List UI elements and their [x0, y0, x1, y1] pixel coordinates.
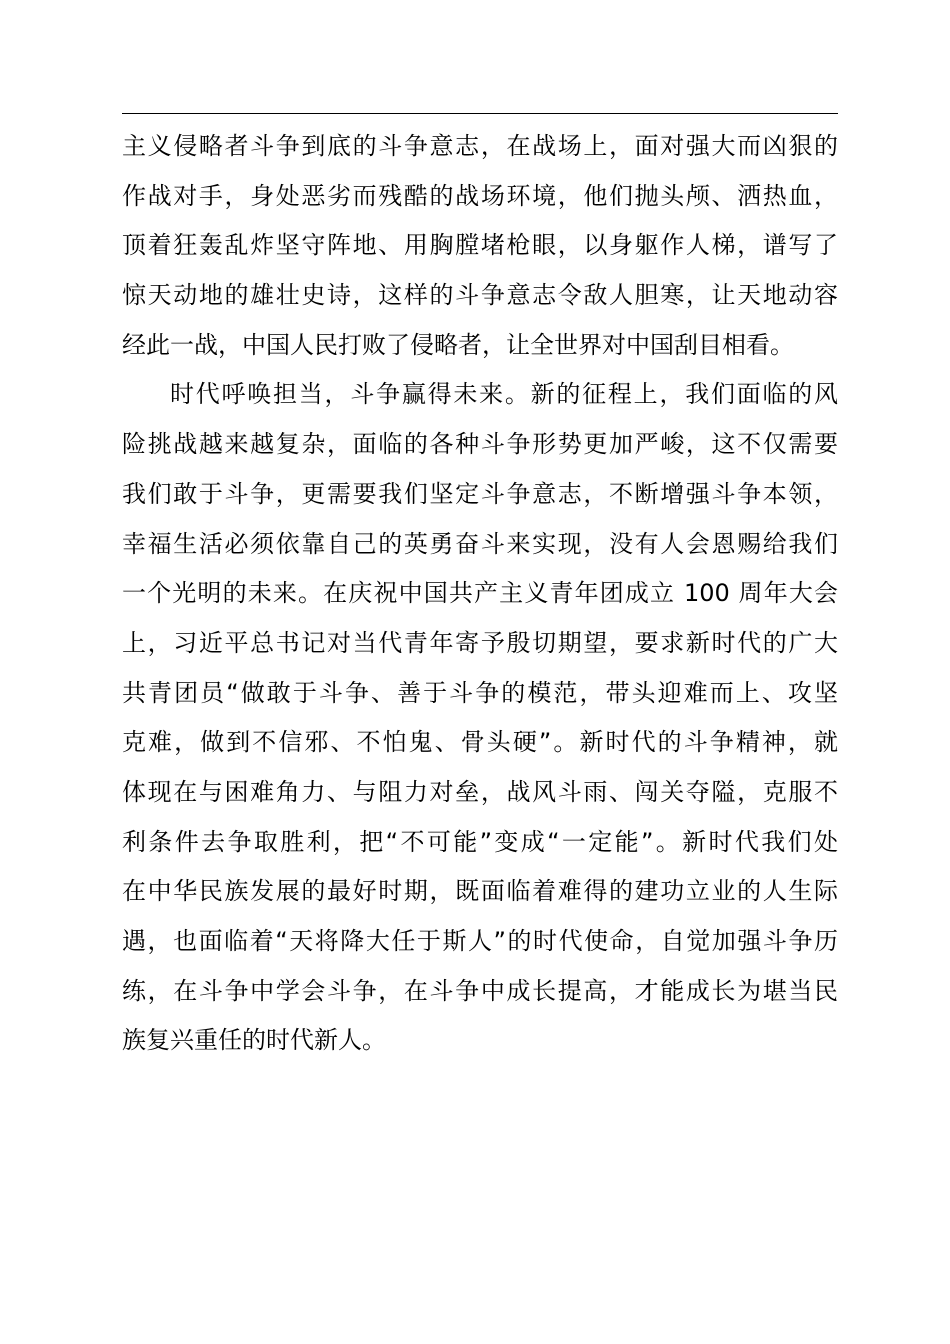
text-line: 族复兴重任的时代新人。 — [122, 1026, 386, 1055]
text-line: 主义侵略者斗争到底的斗争意志，在战场上，面对强大而凶狠的 — [122, 132, 838, 160]
document-body — [122, 122, 838, 1066]
text-line: 共青团员“做敢于斗争、善于斗争的模范，带头迎难而上、攻坚 — [122, 678, 838, 707]
text-line: 利条件去争取胜利，把“不可能”变成“一定能”。新时代我们处 — [122, 827, 838, 856]
text-line: 险挑战越来越复杂，面临的各种斗争形势更加严峻，这不仅需要 — [122, 430, 838, 459]
text-line: 遇，也面临着“天将降大任于斯人”的时代使命，自觉加强斗争历 — [122, 927, 838, 955]
text-line: 时代呼唤担当，斗争赢得未来。新的征程上，我们面临的风 — [170, 380, 838, 409]
text-line: 体现在与困难角力、与阻力对垒，战风斗雨、闯关夺隘，克服不 — [122, 777, 838, 806]
text-line: 幸福生活必须依靠自己的英勇奋斗来实现，没有人会恩赐给我们 — [122, 529, 838, 558]
header-rule — [122, 113, 838, 114]
text-line: 在中华民族发展的最好时期，既面临着难得的建功立业的人生际 — [122, 877, 838, 906]
text-line: 上，习近平总书记对当代青年寄予殷切期望，要求新时代的广大 — [122, 628, 838, 657]
text-line: 顶着狂轰乱炸坚守阵地、用胸膛堵枪眼，以身躯作人梯，谱写了 — [122, 231, 838, 260]
text-line: 惊天动地的雄壮史诗，这样的斗争意志令敌人胆寒，让天地动容 — [122, 281, 838, 310]
text-line: 作战对手，身处恶劣而残酷的战场环境，他们抛头颅、洒热血， — [122, 181, 838, 210]
text-line: 我们敢于斗争，更需要我们坚定斗争意志，不断增强斗争本领， — [122, 479, 838, 508]
text-line: 克难，做到不信邪、不怕鬼、骨头硬”。新时代的斗争精神，就 — [122, 728, 838, 757]
text-line: 一个光明的未来。在庆祝中国共产主义青年团成立 100 周年大会 — [122, 579, 838, 608]
text-line: 练，在斗争中学会斗争，在斗争中成长提高，才能成长为堪当民 — [122, 976, 838, 1005]
text-line: 经此一战，中国人民打败了侵略者，让全世界对中国刮目相看。 — [122, 330, 794, 359]
